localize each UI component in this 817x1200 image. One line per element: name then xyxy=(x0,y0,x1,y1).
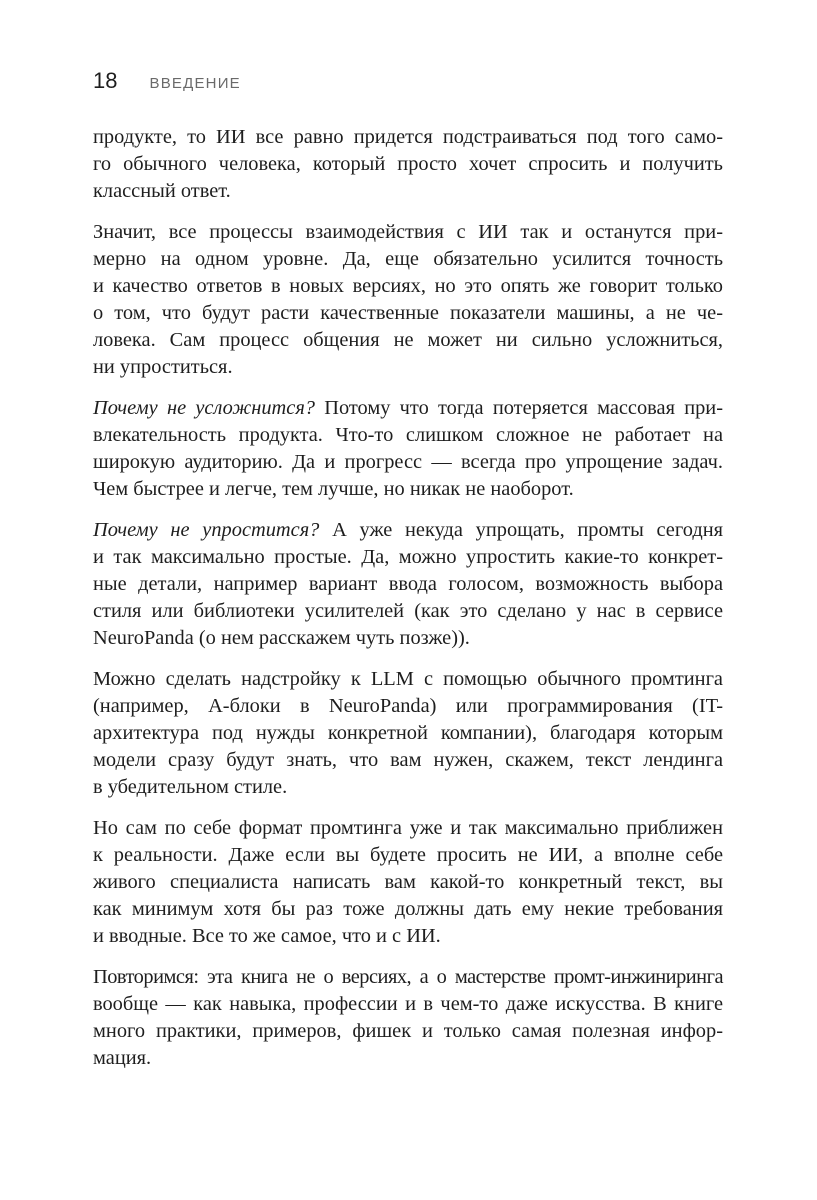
text-line: о том, что будут расти качественные показатели машины, а не че- xyxy=(93,302,723,324)
text-line: ные детали, например вариант ввода голосом, возможность выбора xyxy=(93,573,723,595)
text-line: влекательность продукта. Что-то слишком сложное не работает на xyxy=(93,424,723,446)
text-line: Повторимся: эта книга не о версиях, а о мастерстве промт-инжиниринга xyxy=(93,966,723,988)
text-line: Значит, все процессы взаимодействия с ИИ так и останутся при- xyxy=(93,221,723,243)
text-line: в убедительном стиле. xyxy=(93,776,288,798)
paragraph xyxy=(93,666,723,801)
text-line: стиля или библиотеки усилителей (как это сделано у нас в сервисе xyxy=(93,600,723,622)
text-line: Можно сделать надстройку к LLM с помощью обычного промтинга xyxy=(93,668,723,690)
running-head xyxy=(93,68,241,94)
text-line: живого специалиста написать вам какой-то конкретный текст, вы xyxy=(93,871,723,893)
text-line: го обычного человека, который просто хочет спросить и получить xyxy=(93,153,723,175)
italic-lead: Почему не усложнится? xyxy=(93,397,316,419)
text-fragment: А уже некуда упрощать, промты сегодня xyxy=(319,519,723,541)
text-line: и вводные. Все то же самое, что и с ИИ. xyxy=(93,925,441,947)
text-line: и качество ответов в новых версиях, но это опять же говорит только xyxy=(93,275,723,297)
text-line: мерно на одном уровне. Да, еще обязательно усилится точность xyxy=(93,248,723,270)
text-line: и так максимально простые. Да, можно упростить какие-то конкрет- xyxy=(93,546,723,568)
page-number: 18 xyxy=(93,68,118,93)
text-line: мация. xyxy=(93,1047,152,1069)
text-line xyxy=(93,395,723,422)
text-line: Но сам по себе формат промтинга уже и так максимально приближен xyxy=(93,817,723,839)
text-line: NeuroPanda (о нем расскажем чуть позже)). xyxy=(93,627,470,649)
paragraph xyxy=(93,395,723,503)
text-line: (например, А-блоки в NeuroPanda) или программирования (IT- xyxy=(93,695,723,717)
text-line: продукте, то ИИ все равно придется подстраиваться под того само- xyxy=(93,126,723,148)
text-line: классный ответ. xyxy=(93,180,231,202)
italic-lead: Почему не упростится? xyxy=(93,519,320,541)
text-line: много практики, примеров, фишек и только самая полезная инфор- xyxy=(93,1020,723,1042)
paragraph xyxy=(93,124,723,205)
text-fragment: Потому что тогда потеряется массовая при- xyxy=(315,397,723,419)
body-text xyxy=(93,124,723,1086)
text-line xyxy=(93,517,723,544)
paragraph xyxy=(93,815,723,950)
text-line: ловека. Сам процесс общения не может ни сильно усложниться, xyxy=(93,329,723,351)
text-line: Чем быстрее и легче, тем лучше, но никак не наоборот. xyxy=(93,478,574,500)
text-line: как минимум хотя бы раз тоже должны дать ему некие требования xyxy=(93,898,723,920)
section-title: ВВЕДЕНИЕ xyxy=(149,75,241,92)
text-line: к реальности. Даже если вы будете просить не ИИ, а вполне себе xyxy=(93,844,723,866)
text-line: модели сразу будут знать, что вам нужен, скажем, текст лендинга xyxy=(93,749,723,771)
paragraph xyxy=(93,219,723,381)
text-line: ни упроститься. xyxy=(93,356,233,378)
text-line: вообще — как навыка, профессии и в чем-то даже искусства. В книге xyxy=(93,993,723,1015)
paragraph xyxy=(93,964,723,1072)
text-line: широкую аудиторию. Да и прогресс — всегда про упрощение задач. xyxy=(93,451,723,473)
text-line: архитектура под нужды конкретной компании), благодаря которым xyxy=(93,722,723,744)
paragraph xyxy=(93,517,723,652)
